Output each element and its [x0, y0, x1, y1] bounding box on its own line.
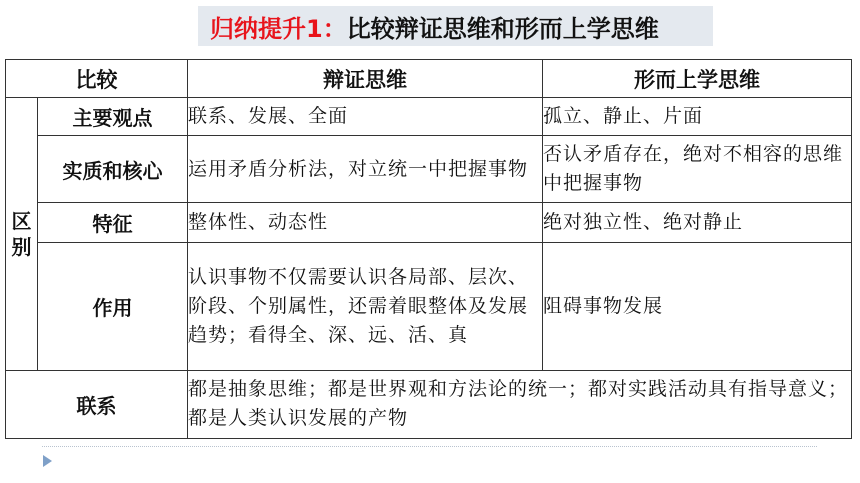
table-row [6, 203, 852, 243]
dialectical-cell: 联系、发展、全面 [188, 98, 543, 136]
metaphysical-cell: 孤立、静止、片面 [543, 98, 852, 136]
dotted-divider [42, 446, 817, 447]
row-label: 特征 [38, 203, 188, 243]
header-compare: 比较 [6, 60, 188, 98]
metaphysical-cell: 绝对独立性、绝对静止 [543, 203, 852, 243]
title-black-part: 比较辩证思维和形而上学思维 [346, 14, 659, 43]
title-red-part: 归纳提升1： [210, 14, 347, 43]
row-label: 实质和核心 [38, 136, 188, 203]
table-header-row [6, 60, 852, 98]
dialectical-cell: 整体性、动态性 [188, 203, 543, 243]
metaphysical-cell: 否认矛盾存在，绝对不相容的思维中把握事物 [543, 136, 852, 203]
dialectical-cell: 认识事物不仅需要认识各局部、层次、阶段、个别属性，还需着眼整体及发展趋势；看得全、深、远、活、真 [188, 243, 543, 370]
table-row [6, 370, 852, 438]
dialectical-cell: 运用矛盾分析法，对立统一中把握事物 [188, 136, 543, 203]
connection-label: 联系 [6, 370, 188, 438]
difference-label [6, 98, 38, 371]
table-row [6, 98, 852, 136]
difference-label-line1: 区 [11, 208, 32, 233]
difference-label-line2: 别 [11, 234, 32, 259]
page-title [198, 6, 713, 46]
header-dialectical: 辩证思维 [188, 60, 543, 98]
header-metaphysical: 形而上学思维 [543, 60, 852, 98]
comparison-table [5, 59, 852, 439]
table-row [6, 136, 852, 203]
metaphysical-cell: 阻碍事物发展 [543, 243, 852, 370]
table-row [6, 243, 852, 370]
connection-text: 都是抽象思维；都是世界观和方法论的统一；都对实践活动具有指导意义；都是人类认识发展的产物 [188, 370, 852, 438]
row-label: 主要观点 [38, 98, 188, 136]
row-label: 作用 [38, 243, 188, 370]
triangle-right-icon[interactable] [43, 455, 52, 467]
